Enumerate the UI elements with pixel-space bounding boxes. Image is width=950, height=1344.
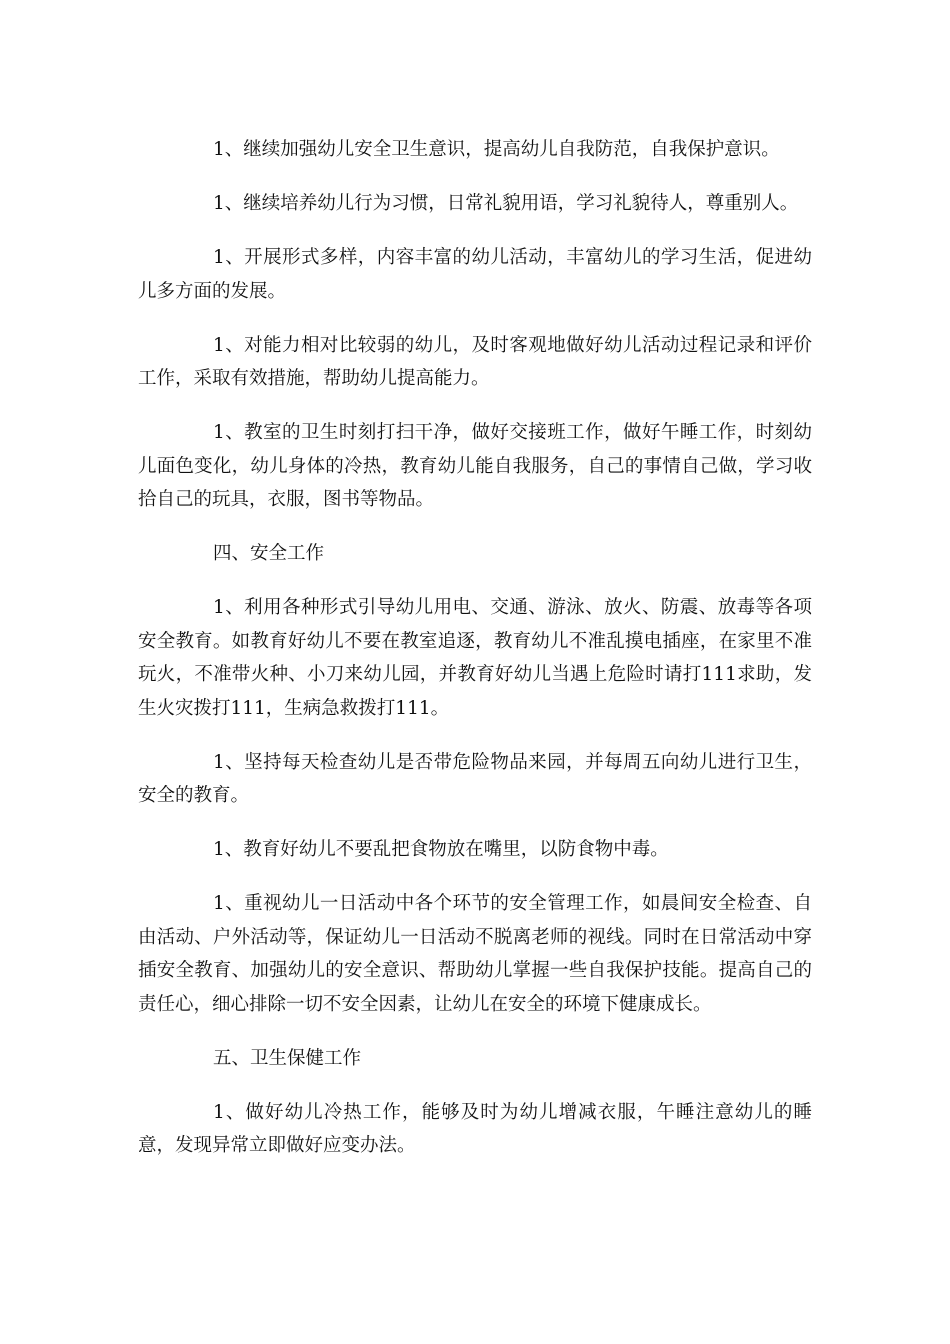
paragraph-safety-education: 1、利用各种形式引导幼儿用电、交通、游泳、放火、防震、放毒等各项安全教育。如教育好幼儿不要在教室追逐，教育幼儿不准乱摸电插座，在家里不准玩火，不准带火种、小刀来幼儿园，并教育好幼儿当遇上危险时请打111求助，发生火灾拨打111，生病急救拨打111。	[138, 597, 812, 719]
paragraph-food-safety: 1、教育好幼儿不要乱把食物放在嘴里，以防食物中毒。	[213, 839, 669, 860]
paragraph-daily-check: 1、坚持每天检查幼儿是否带危险物品来园，并每周五向幼儿进行卫生，安全的教育。	[138, 751, 812, 806]
paragraph-weak-children: 1、对能力相对比较弱的幼儿，及时客观地做好幼儿活动过程记录和评价工作，采取有效措施，帮助幼儿提高能力。	[138, 334, 812, 389]
paragraph-safety-management: 1、重视幼儿一日活动中各个环节的安全管理工作，如晨间安全检查、自由活动、户外活动等，保证幼儿一日活动不脱离老师的视线。同时在日常活动中穿插安全教育、加强幼儿的安全意识、帮助幼儿掌握一些自我保护技能。提高自己的责任心，细心排除一切不安全因素，让幼儿在安全的环境下健康成长。	[138, 893, 812, 1015]
paragraph-clothing-care: 1、做好幼儿冷热工作，能够及时为幼儿增减衣服，午睡注意幼儿的睡意，发现异常立即做好应变办法。	[138, 1101, 812, 1156]
document-body	[138, 133, 812, 1183]
paragraph-hygiene-awareness: 1、继续加强幼儿安全卫生意识，提高幼儿自我防范，自我保护意识。	[213, 139, 780, 160]
paragraph-behavior-habits: 1、继续培养幼儿行为习惯，日常礼貌用语，学习礼貌待人，尊重别人。	[213, 193, 799, 214]
section-heading-safety: 四、安全工作	[213, 543, 325, 564]
paragraph-classroom-hygiene: 1、教室的卫生时刻打扫干净，做好交接班工作，做好午睡工作，时刻幼儿面色变化，幼儿身体的冷热，教育幼儿能自我服务，自己的事情自己做，学习收拾自己的玩具，衣服，图书等物品。	[138, 422, 812, 510]
section-heading-health: 五、卫生保健工作	[213, 1047, 362, 1069]
paragraph-activities: 1、开展形式多样，内容丰富的幼儿活动，丰富幼儿的学习生活，促进幼儿多方面的发展。	[138, 247, 812, 302]
